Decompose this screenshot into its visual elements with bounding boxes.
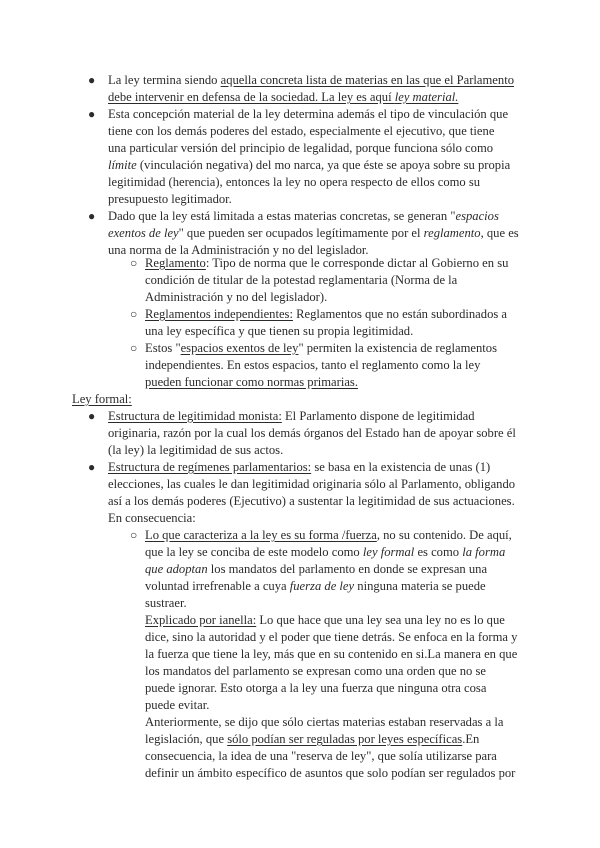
text-run: , que es: [480, 226, 519, 240]
text-line: [108, 123, 494, 140]
text-run: espacios: [455, 209, 499, 223]
text-run: se basa en la existencia de unas (1): [311, 460, 491, 474]
text-run: consecuencia, la idea de una "reserva de ley", que solía utilizarse para: [145, 749, 497, 763]
text-line: [108, 191, 232, 208]
text-run: que la ley se conciba de este modelo como: [145, 545, 363, 559]
text-run: ley formal: [362, 545, 415, 559]
bullet-circle: ○: [130, 256, 138, 270]
text-run: pueden funcionar como normas primarias.: [145, 375, 358, 389]
text-run: En consecuencia:: [108, 511, 196, 525]
text-run: debe intervenir en defensa de la sociedad. La ley es aquí: [108, 90, 395, 104]
bullet-disc: ●: [88, 460, 96, 474]
text-run: que adoptan: [145, 562, 208, 576]
text-run: Anteriormente, se dijo que sólo ciertas materias estaban reservadas a la: [145, 715, 504, 729]
bullet-disc: ●: [88, 73, 96, 87]
text-line: [145, 561, 487, 578]
text-run: voluntad irrefrenable a cuya: [145, 579, 290, 593]
section-heading: [72, 391, 132, 408]
text-run: espacios exentos de ley: [180, 341, 299, 355]
bullet-disc: ●: [88, 409, 96, 423]
text-line: [145, 289, 327, 306]
text-line: [145, 578, 486, 595]
text-run: Reglamentos independientes:: [145, 307, 293, 321]
text-line: [145, 340, 497, 357]
text-run: independientes. En estos espacios, tanto el reglamento como la ley: [145, 358, 481, 372]
text-run: Lo que hace que una ley sea una ley no es lo que: [256, 613, 505, 627]
text-run: sólo podían ser reguladas por leyes específicas: [227, 732, 463, 746]
text-line: [108, 208, 499, 225]
text-run: fuerza de ley: [289, 579, 355, 593]
text-run: elecciones, las cuales le dan legitimidad originaria sólo al Parlamento, obligando: [108, 477, 516, 491]
text-run: es como: [414, 545, 463, 559]
text-line: [145, 697, 209, 714]
text-line: [108, 72, 514, 89]
text-run: exentos de ley: [108, 226, 179, 240]
text-line: [145, 306, 507, 323]
text-run: Estructura de legitimidad monista:: [108, 409, 282, 423]
text-run: dice, sino la autoridad y el poder que tiene detrás. Se enfoca en la forma y: [145, 630, 518, 644]
text-line: [145, 646, 517, 663]
text-line: [108, 510, 196, 527]
text-line: [108, 106, 508, 123]
text-run: Administración y no del legislador).: [145, 290, 328, 304]
text-run: así a los demás poderes (Ejecutivo) a sustentar la legitimidad de sus actuaciones.: [108, 494, 515, 508]
text-run: la forma: [462, 545, 506, 559]
text-run: : Tipo de norma que le corresponde dictar al Gobierno en su: [205, 256, 509, 270]
text-run: aquella concreta lista de materias en las que el Parlamento: [220, 73, 514, 87]
text-run: Estructura de regímenes parlamentarios:: [108, 460, 312, 474]
text-run: presupuesto legitimador.: [108, 192, 232, 206]
text-run: una ley específica y que tienen su propia legitimidad.: [145, 324, 414, 338]
text-run: Ley formal:: [72, 392, 132, 406]
text-run: los mandatos del parlamento se expresan como una orden que no se: [145, 664, 486, 678]
text-run: (la ley) la legitimidad de sus actos.: [108, 443, 284, 457]
text-run: " que pueden ser ocupados legítimamente por el: [178, 226, 424, 240]
text-run: Explicado por ianella:: [145, 613, 257, 627]
text-run: puede evitar.: [145, 698, 210, 712]
text-run: , no su contenido. De aquí,: [376, 528, 512, 542]
text-run: legitimidad (herencia), entonces la ley no opera respecto de ellos como su: [108, 175, 481, 189]
bullet-disc: ●: [88, 209, 96, 223]
text-run: definir un ámbito específico de asuntos que solo podían ser regulados por: [145, 766, 516, 780]
text-run: Reglamento: [145, 256, 206, 270]
text-run: tiene con los demás poderes del estado, especialmente el ejecutivo, que tiene: [108, 124, 495, 138]
text-line: [108, 442, 283, 459]
text-line: [145, 731, 479, 748]
text-line: [108, 459, 490, 476]
text-run: Reglamentos que no están subordinados a: [292, 307, 508, 321]
text-line: [145, 272, 457, 289]
text-line: [145, 323, 413, 340]
text-run: puede ignorar. Esto otorga a la ley una fuerza que ninguna otra cosa: [145, 681, 487, 695]
text-run: condición de titular de la potestad reglamentaria (Norma de la: [145, 273, 458, 287]
text-run: sustraer.: [145, 596, 187, 610]
text-run: la fuerza que tiene la ley, más que en su contenido en si.La manera en que: [145, 647, 518, 661]
bullet-circle: ○: [130, 307, 138, 321]
text-line: [145, 663, 486, 680]
text-line: [145, 357, 480, 374]
text-run: ley material.: [394, 90, 459, 104]
text-line: [108, 140, 493, 157]
text-line: [108, 174, 480, 191]
text-run: .En: [462, 732, 480, 746]
text-run: La ley termina siendo: [108, 73, 221, 87]
text-line: [108, 493, 515, 510]
text-line: [145, 748, 497, 765]
text-line: [145, 374, 358, 391]
text-run: Esta concepción material de la ley determina además el tipo de vinculación que: [108, 107, 509, 121]
text-run: Lo que caracteriza a la ley es su forma /fuerza: [145, 528, 377, 542]
text-line: [145, 765, 515, 782]
text-run: los mandatos del parlamento en donde se expresan una: [207, 562, 488, 576]
text-run: una particular versión del principio de legalidad, porque funciona sólo como: [108, 141, 494, 155]
text-line: [145, 714, 503, 731]
text-run: reglamento: [423, 226, 481, 240]
text-line: [145, 629, 517, 646]
text-run: límite: [108, 158, 137, 172]
text-line: [145, 612, 505, 629]
text-run: Dado que la ley está limitada a estas materias concretas, se generan ": [108, 209, 456, 223]
text-line: [108, 157, 510, 174]
bullet-circle: ○: [130, 528, 138, 542]
text-line: [145, 680, 486, 697]
text-run: (vinculación negativa) del mo narca, ya que éste se apoya sobre su propia: [136, 158, 511, 172]
text-line: [108, 425, 516, 442]
text-line: [108, 89, 458, 106]
text-line: [145, 527, 512, 544]
text-run: originaria, razón por la cual los demás órganos del Estado han de apoyar sobre él: [108, 426, 516, 440]
text-line: [145, 255, 508, 272]
text-line: [108, 225, 519, 242]
text-run: Estos ": [145, 341, 181, 355]
text-line: [145, 595, 187, 612]
text-line: [108, 408, 475, 425]
text-run: El Parlamento dispone de legitimidad: [281, 409, 475, 423]
bullet-circle: ○: [130, 341, 138, 355]
bullet-disc: ●: [88, 107, 96, 121]
text-run: " permiten la existencia de reglamentos: [298, 341, 497, 355]
text-run: ninguna materia se puede: [354, 579, 486, 593]
text-run: una norma de la Administración y no del legislador.: [108, 243, 369, 257]
text-line: [108, 476, 515, 493]
text-run: legislación, que: [145, 732, 228, 746]
text-line: [145, 544, 505, 561]
